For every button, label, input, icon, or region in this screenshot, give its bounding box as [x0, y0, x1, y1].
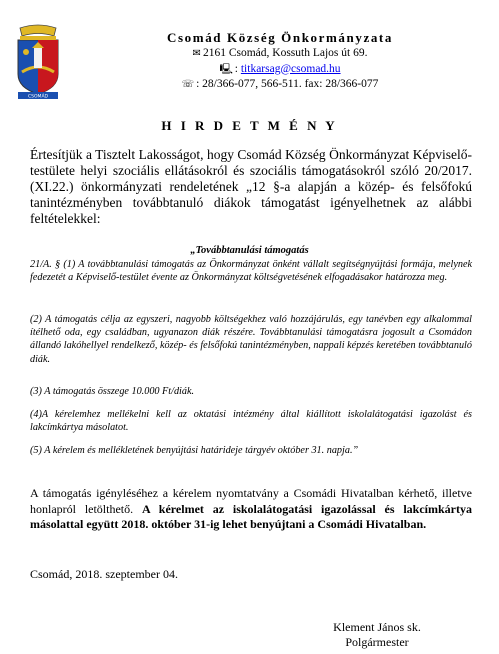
coat-of-arms [14, 22, 62, 100]
coat-of-arms-icon [14, 22, 62, 100]
date-line: Csomád, 2018. szeptember 04. [30, 567, 178, 581]
crest-caption: CSOMÁD [28, 94, 48, 100]
signer-title: Polgármester [345, 635, 409, 649]
address-text: 2161 Csomád, Kossuth Lajos út 69. [202, 47, 368, 59]
envelope-icon: ✉ [192, 48, 201, 59]
computer-icon: 🖳 [219, 63, 233, 75]
intro-paragraph: Értesítjük a Tisztelt Lakosságot, hogy Csomád Község Önkormányzat Képviselő-testülete helyi szociális ellátásokról és szociális támogatásokról szóló 20/2017.(XI.22.) önkormányzati rendeletének „12 §-a alapján a közép- és felsőfokú tanintézményben továbbtanuló diákok támogatást igényelhetnek az alábbi feltételekkel: [30, 147, 472, 226]
regulation-paragraph-1: 21/A. § (1) A továbbtanulási támogatás az Önkormányzat önként vállalt segítségnyújtási formája, melynek fedezetét a Képviselő-testület évente az Önkormányzat költségvetésének elfogadásakor határozza meg. [30, 259, 472, 284]
letterhead [130, 30, 430, 93]
email-line: 🖳 : titkarsag@csomad.hu [130, 62, 430, 78]
notice-title: H I R D E T M É N Y [161, 118, 338, 133]
regulation-title: „Továbbtanulási támogatás [190, 245, 309, 256]
regulation-paragraph-4: (4)A kérelemhez mellékelni kell az oktatási intézmény által kiállított iskolalátogatási igazolást és lakcímkártya másolatot. [30, 409, 472, 434]
closing-paragraph [30, 486, 472, 533]
closing-bold-text: A kérelmet az iskolalátogatási igazolással és lakcímkártya másolattal együtt 2018. október 31-ig lehet benyújtani a Csomádi Hivatalban. [30, 501, 472, 531]
regulation-paragraph-5: (5) A kérelem és mellékletének benyújtási határideje tárgyév október 31. napja.” [30, 445, 359, 456]
organization-name: Csomád Község Önkormányzata [167, 30, 393, 45]
phone-line [130, 77, 430, 93]
telephone-icon: ☏ [181, 79, 195, 90]
regulation-paragraph-3: (3) A támogatás összege 10.000 Ft/diák. [30, 386, 195, 397]
closing-text: A támogatás igényléséhez a kérelem nyomtatvány a Csomádi Hivatalban kérhető, illetve honlapról letölthető. [30, 486, 472, 516]
signer-name: Klement János sk. [333, 620, 421, 634]
email-link[interactable]: titkarsag@csomad.hu [240, 62, 341, 75]
signature-block [322, 620, 432, 650]
regulation-paragraph-2: (2) A támogatás célja az egyszeri, nagyobb költségekhez való hozzájárulás, egy tanévben egy alkalommal ítélhető oda, egy családban, ugyanazon diák részére. Továbbtanulási támogatásra jogosult a Csomádon állandó lakóhellyel rendelkező, közép- és felsőfokú tanintézményben, nappali képzés keretében továbbtanuló diák. [30, 314, 472, 365]
address-line [130, 46, 430, 62]
phone-text: : 28/366-077, 566-511. fax: 28/366-077 [196, 78, 379, 90]
